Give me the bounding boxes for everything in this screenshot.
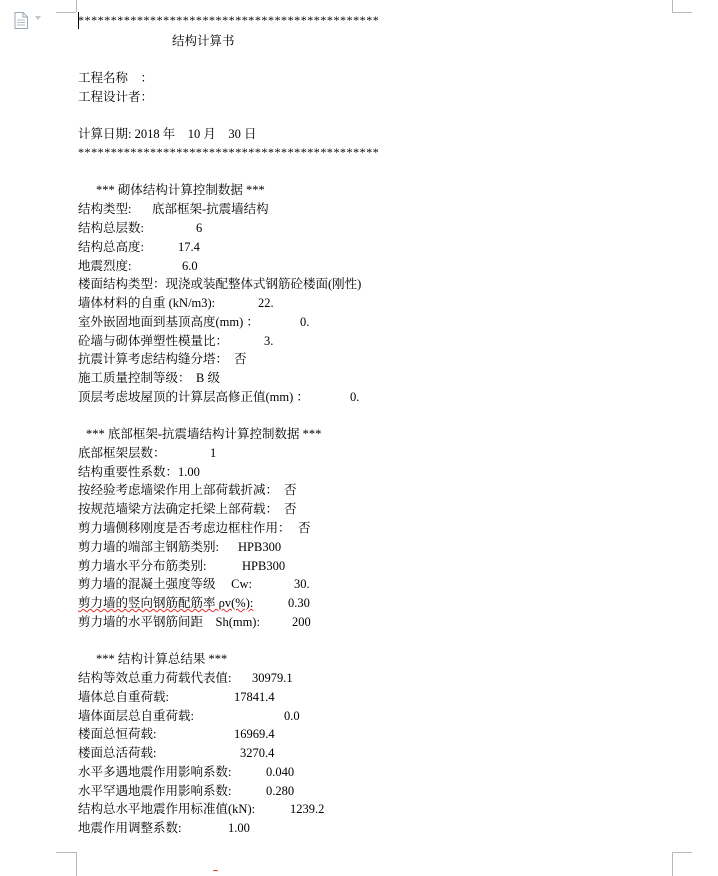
- row-value: 0.: [300, 315, 310, 329]
- row-label: 楼面总活荷载:: [78, 746, 157, 760]
- results-row: [78, 819, 250, 837]
- masonry-row: [78, 294, 274, 312]
- frame-row: [78, 594, 310, 612]
- row-label: 剪力墙的端部主钢筋类别:: [78, 540, 219, 554]
- row-value: 0.040: [266, 765, 295, 779]
- row-value: 否: [284, 502, 297, 516]
- row-value: 22.: [258, 296, 274, 310]
- frame-row: [78, 575, 310, 593]
- row-value: 1: [210, 446, 217, 460]
- row-value: 0.: [350, 390, 360, 404]
- results-row: [78, 725, 275, 743]
- row-value: 1.00: [228, 821, 250, 835]
- row-value: 0.0: [284, 709, 300, 723]
- chevron-down-icon[interactable]: [35, 16, 41, 20]
- row-value: 1239.2: [290, 802, 325, 816]
- masonry-row: [78, 388, 360, 406]
- row-value: 3.: [264, 334, 274, 348]
- row-label: 地震作用调整系数:: [78, 821, 182, 835]
- row-value: 否: [234, 352, 247, 366]
- calc-date: [78, 125, 257, 143]
- row-value: B 级: [196, 371, 220, 385]
- row-value: 17.4: [178, 240, 200, 254]
- results-section-heading: *** 结构计算总结果 ***: [96, 652, 228, 666]
- row-label: 施工质量控制等级：: [78, 371, 191, 385]
- calc-date-day: 30: [228, 127, 241, 141]
- crop-mark-top-right-v: [672, 0, 673, 12]
- frame-row: [78, 538, 282, 556]
- row-value: 6: [196, 221, 203, 235]
- row-value: 否: [298, 521, 311, 535]
- document-title: 结构计算书: [172, 34, 235, 48]
- masonry-row: [78, 275, 361, 293]
- row-label: 墙体总自重荷载:: [78, 690, 169, 704]
- crop-mark-top-right-h: [672, 12, 692, 13]
- row-label: 结构等效总重力荷载代表值:: [78, 671, 232, 685]
- project-designer-label: 工程设计者：: [78, 90, 154, 104]
- row-label: 结构类型:: [78, 202, 132, 216]
- crop-mark-top-left-v: [76, 0, 77, 12]
- row-value: 30.: [294, 577, 310, 591]
- row-value: 30979.1: [252, 671, 293, 685]
- row-label: 楼面结构类型：现浇或装配整体式钢筋砼楼面(刚性): [78, 277, 362, 291]
- masonry-row: [78, 200, 269, 218]
- row-label: 墙体材料的自重 (kN/m3):: [78, 296, 216, 310]
- row-label: 按经验考虑墙梁作用上部荷载折减：: [78, 483, 279, 497]
- crop-mark-bottom-left-v: [76, 852, 77, 876]
- crop-mark-bottom-left-h: [56, 852, 76, 853]
- row-label: 剪力墙侧移刚度是否考虑边框柱作用：: [78, 521, 291, 535]
- row-label: 剪力墙的混凝土强度等级 Cw:: [78, 577, 252, 591]
- row-value: 否: [284, 483, 297, 497]
- row-label: 水平多遇地震作用影响系数:: [78, 765, 232, 779]
- frame-row: [78, 481, 297, 499]
- row-value: 17841.4: [234, 690, 275, 704]
- row-label: 结构总高度:: [78, 240, 144, 254]
- results-row: [78, 782, 295, 800]
- row-value: 底部框架-抗震墙结构: [152, 202, 269, 216]
- header-star-line: **********************************************: [78, 13, 380, 27]
- row-label: 抗震计算考虑结构缝分塔：: [78, 352, 229, 366]
- row-label: 墙体面层总自重荷载:: [78, 709, 194, 723]
- row-label: 顶层考虑坡屋顶的计算层高修正值(mm) ：: [78, 390, 309, 404]
- calc-date-month: 10: [187, 127, 201, 141]
- masonry-row: [78, 257, 198, 275]
- calc-date-day-unit: 日: [244, 127, 257, 141]
- calc-date-month-unit: 月: [203, 127, 216, 141]
- crop-mark-bottom-right-h: [672, 852, 692, 853]
- row-label: 剪力墙的水平钢筋间距 Sh(mm):: [78, 615, 260, 629]
- row-label: 结构重要性系数：1.00: [78, 465, 200, 479]
- row-label: 地震烈度:: [78, 259, 132, 273]
- row-value: 0.280: [266, 784, 295, 798]
- results-row: [78, 688, 275, 706]
- frame-row: [78, 500, 297, 518]
- calc-date-label: 计算日期:: [78, 127, 132, 141]
- row-label: 剪力墙的竖向钢筋配筋率 ρv(%):: [78, 596, 254, 610]
- row-label: 砼墙与砌体弹塑性模量比：: [78, 334, 229, 348]
- row-label: 水平罕遇地震作用影响系数:: [78, 784, 232, 798]
- project-name-label: 工程名称 ：: [78, 71, 154, 85]
- frame-section-heading: *** 底部框架-抗震墙结构计算控制数据 ***: [86, 427, 322, 441]
- row-label: 楼面总恒荷载:: [78, 727, 157, 741]
- masonry-row: [78, 219, 203, 237]
- row-value: 200: [292, 615, 311, 629]
- row-label: 室外嵌固地面到基顶高度(mm) ：: [78, 315, 259, 329]
- row-value: 0.30: [288, 596, 310, 610]
- frame-row: [78, 613, 311, 631]
- row-value: HPB300: [238, 540, 282, 554]
- crop-mark-top-left-h: [56, 12, 76, 13]
- masonry-row: [78, 350, 247, 368]
- row-label: 按规范墙梁方法确定托梁上部荷载：: [78, 502, 279, 516]
- row-value: HPB300: [242, 559, 286, 573]
- frame-row: [78, 444, 217, 462]
- document-icon[interactable]: [14, 12, 28, 29]
- row-value: 3270.4: [240, 746, 275, 760]
- row-label: 底部框架层数：: [78, 446, 166, 460]
- calc-date-year-unit: 年: [162, 127, 176, 141]
- masonry-row: [78, 369, 220, 387]
- row-label: 结构总水平地震作用标准值(kN):: [78, 802, 256, 816]
- frame-row: [78, 519, 311, 537]
- calc-date-year: 2018: [134, 127, 160, 141]
- row-value: 6.0: [182, 259, 198, 273]
- spellcheck-mark: [213, 870, 218, 873]
- results-row: [78, 744, 275, 762]
- row-label: 结构总层数:: [78, 221, 144, 235]
- frame-row: [78, 463, 200, 481]
- masonry-section-heading: *** 砌体结构计算控制数据 ***: [96, 183, 265, 197]
- masonry-row: [78, 313, 310, 331]
- footer-star-line: **********************************************: [78, 145, 380, 159]
- masonry-row: [78, 238, 200, 256]
- results-row: [78, 707, 300, 725]
- row-label: 剪力墙水平分布筋类别:: [78, 559, 207, 573]
- masonry-row: [78, 332, 274, 350]
- crop-mark-bottom-right-v: [672, 852, 673, 876]
- results-row: [78, 763, 295, 781]
- results-row: [78, 800, 325, 818]
- row-value: 16969.4: [234, 727, 275, 741]
- results-row: [78, 669, 293, 687]
- frame-row: [78, 557, 286, 575]
